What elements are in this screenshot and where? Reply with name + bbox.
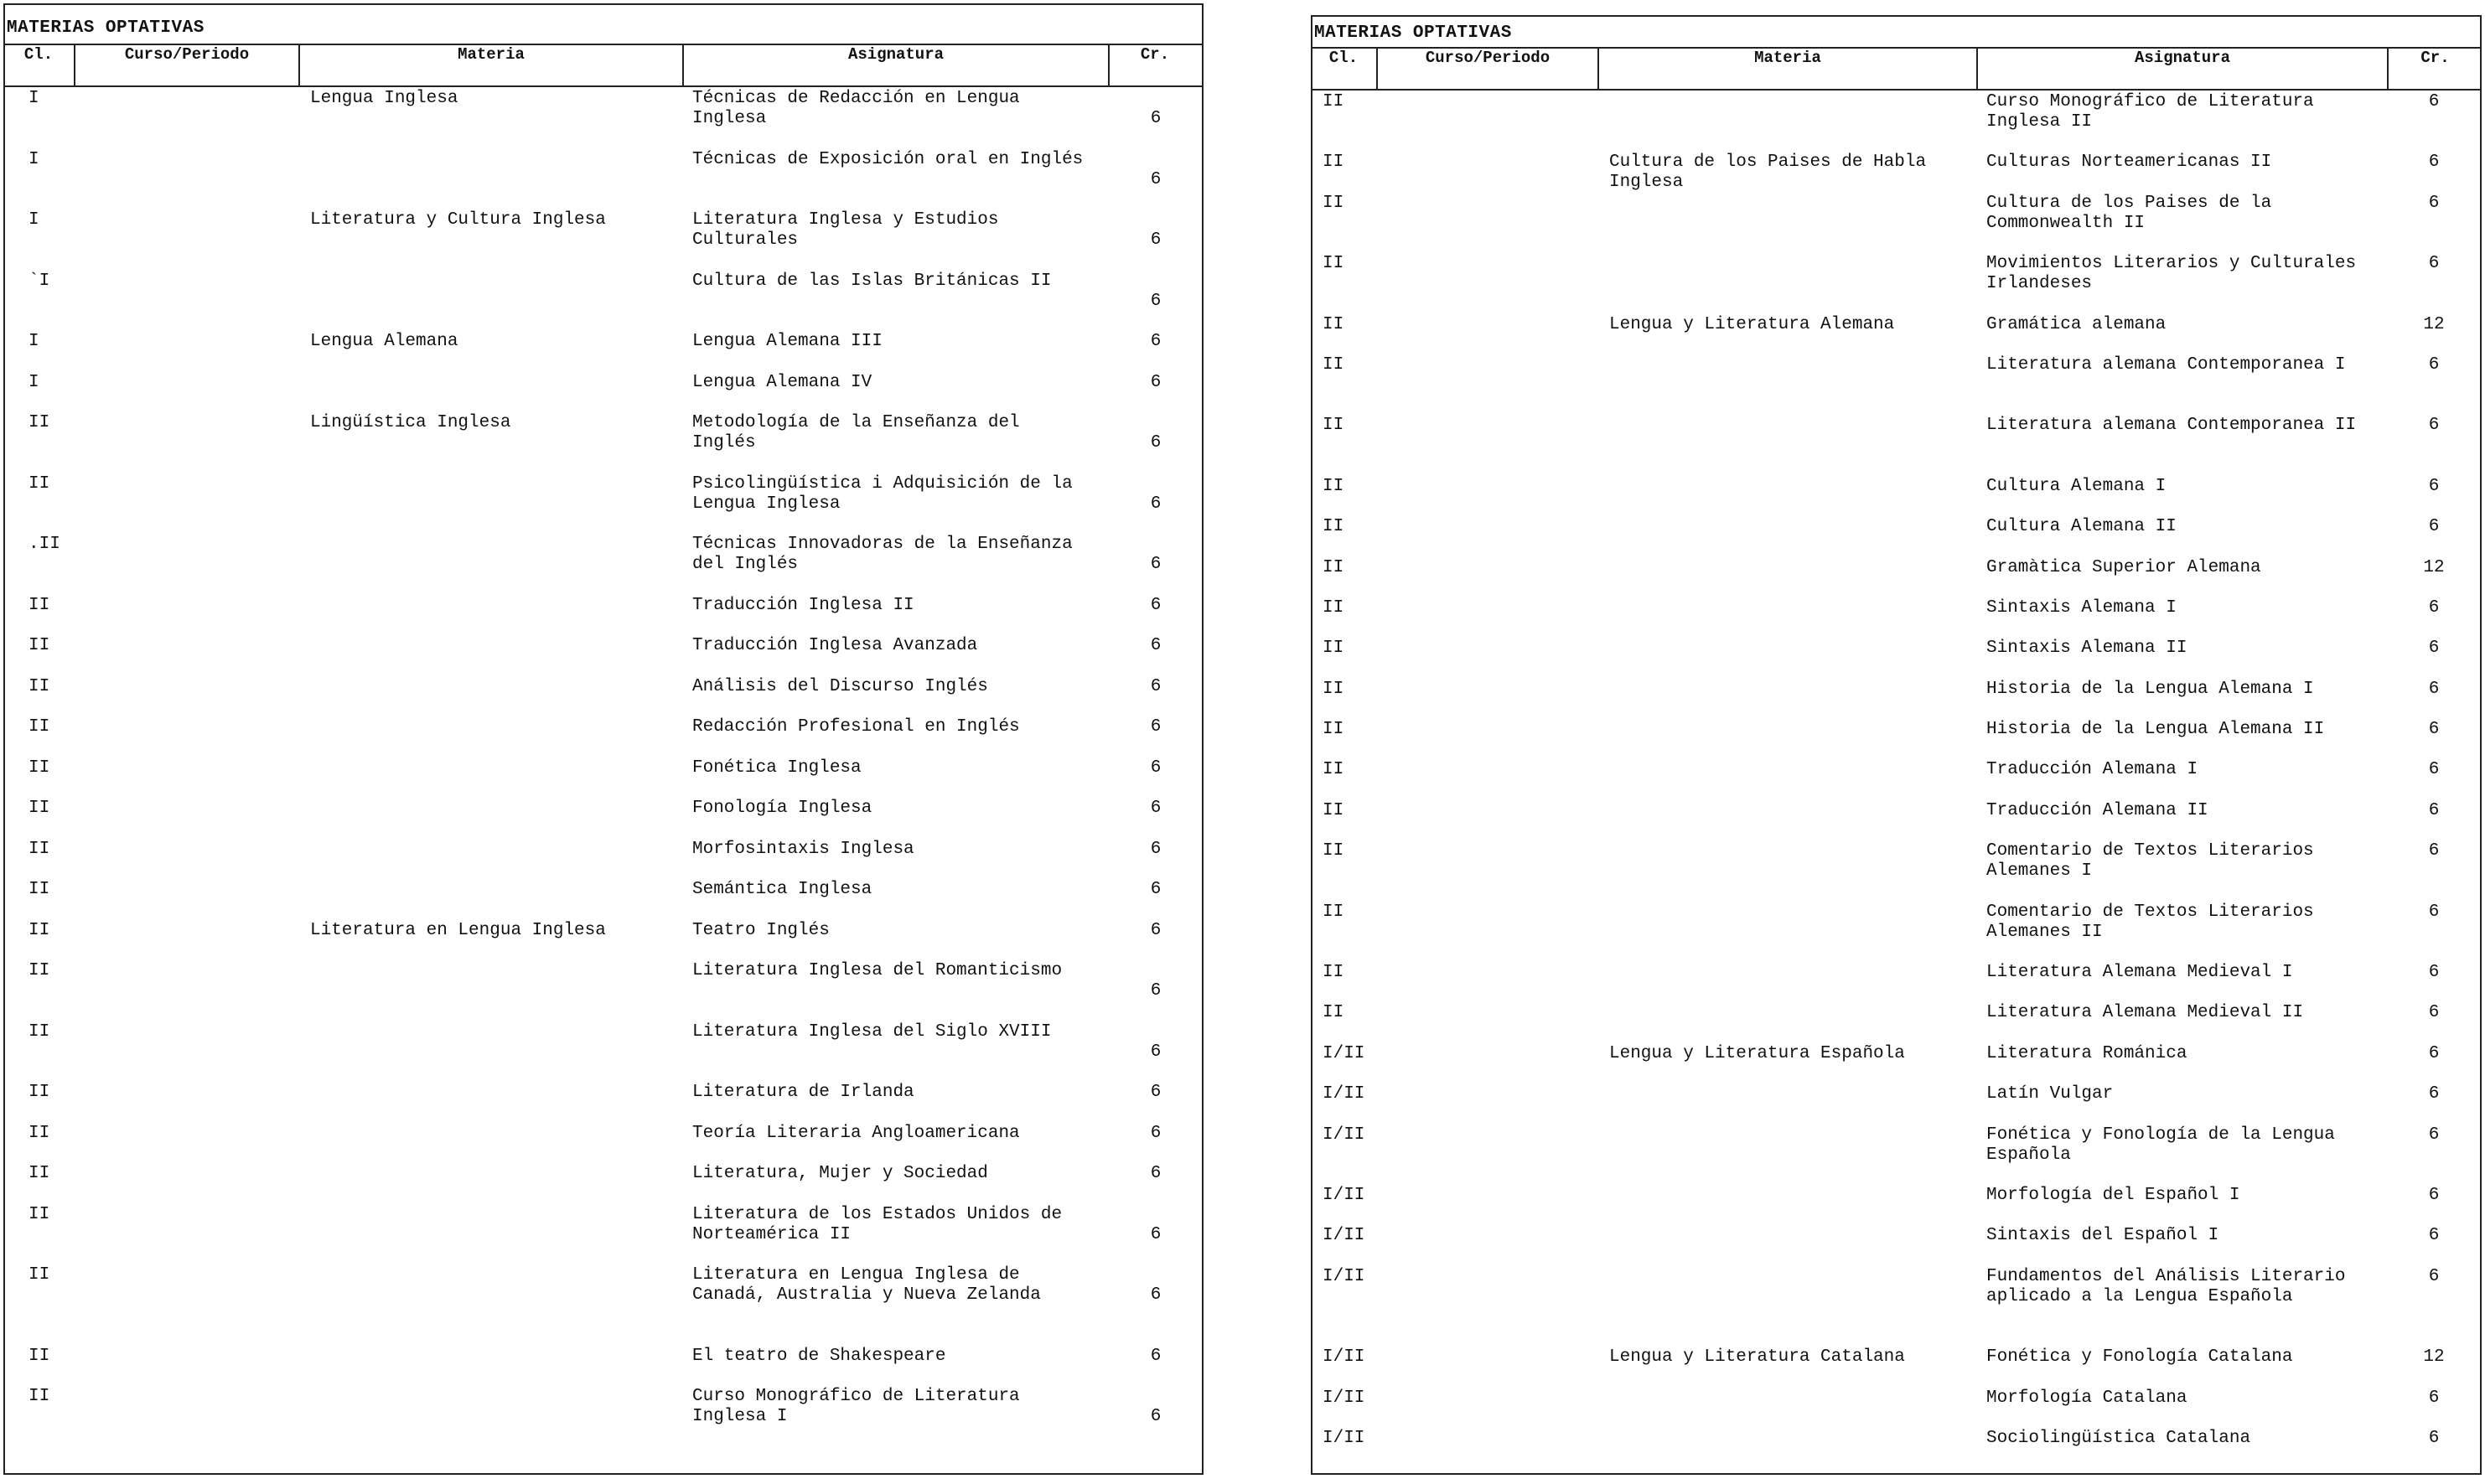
table-row — [1311, 254, 2482, 314]
right-table-header — [1311, 47, 2482, 90]
cell-materia: Lengua y Literatura Catalana — [1609, 1347, 1905, 1368]
cell-cl: II — [28, 1083, 50, 1102]
cell-asignatura: Morfología del Español I — [1986, 1185, 2240, 1205]
table-row — [3, 89, 1204, 150]
cell-asignatura: Morfosintaxis Inglesa — [692, 839, 914, 859]
cell-asignatura: Literatura en Lengua Inglesa de Canadá, Australia y Nueva Zelanda — [692, 1265, 1041, 1305]
cell-asignatura: Movimientos Literarios y Culturales Irlandeses — [1986, 254, 2357, 294]
table-row — [3, 535, 1204, 596]
cell-cl: II — [28, 473, 50, 494]
cell-cr: 6 — [1150, 981, 1162, 1001]
header-materia: Materia — [300, 45, 684, 85]
cell-cl: I/II — [1323, 1347, 1365, 1368]
cell-cr: 6 — [1150, 291, 1162, 311]
cell-asignatura: Análisis del Discurso Inglés — [692, 676, 988, 696]
cell-cr: 6 — [1150, 758, 1162, 778]
cell-materia: Literatura y Cultura Inglesa — [310, 210, 606, 230]
cell-cl: I/II — [1323, 1428, 1365, 1448]
table-row — [3, 413, 1204, 474]
cell-cl: II — [1323, 841, 1344, 861]
cell-materia: Literatura en Lengua Inglesa — [310, 920, 606, 940]
table-row — [1311, 477, 2482, 517]
cell-cl: I/II — [1323, 1125, 1365, 1145]
cell-cl: II — [28, 1265, 50, 1285]
cell-asignatura: Sintaxis del Español I — [1986, 1226, 2219, 1246]
cell-cl: I/II — [1323, 1043, 1365, 1063]
cell-cr: 6 — [2428, 476, 2440, 496]
cell-asignatura: Lengua Alemana III — [692, 332, 883, 351]
cell-materia: Lengua y Literatura Alemana — [1609, 314, 1895, 334]
cell-cr: 6 — [2428, 841, 2440, 861]
cell-cr: 6 — [1150, 676, 1162, 696]
cell-asignatura: Psicolingüística i Adquisición de la Lengua Inglesa — [692, 473, 1073, 514]
header-curso: Curso/Periodo — [75, 45, 300, 85]
table-row — [1311, 801, 2482, 841]
cell-cr: 6 — [2428, 1043, 2440, 1063]
table-row — [1311, 841, 2482, 902]
cell-asignatura: Historia de la Lengua Alemana II — [1986, 720, 2325, 740]
cell-asignatura: Teatro Inglés — [692, 920, 830, 940]
header-cr: Cr. — [2420, 49, 2450, 67]
table-row — [3, 1265, 1204, 1347]
cell-cr: 6 — [1150, 230, 1162, 250]
cell-cl: II — [1323, 416, 1344, 436]
cell-cl: II — [28, 413, 50, 432]
cell-cl: I/II — [1323, 1266, 1365, 1286]
cell-cl: II — [1323, 314, 1344, 334]
cell-asignatura: Sintaxis Alemana I — [1986, 597, 2177, 618]
right-table-body — [1311, 92, 2482, 1469]
table-row — [3, 596, 1204, 637]
cell-asignatura: Culturas Norteamericanas II — [1986, 153, 2272, 173]
cell-cr: 6 — [1150, 1083, 1162, 1102]
header-cr: Cr. — [1140, 45, 1170, 64]
cell-asignatura: Comentario de Textos Literarios Alemanes I — [1986, 841, 2314, 882]
cell-asignatura: Fonética y Fonología Catalana — [1986, 1347, 2293, 1368]
cell-cl: II — [28, 1346, 50, 1366]
cell-cr: 6 — [2428, 1084, 2440, 1104]
cell-asignatura: Teoría Literaria Angloamericana — [692, 1123, 1020, 1143]
cell-cl: II — [1323, 92, 1344, 111]
cell-asignatura: Fonética Inglesa — [692, 758, 862, 778]
cell-cr: 6 — [2428, 1388, 2440, 1408]
cell-cr: 6 — [2428, 92, 2440, 111]
table-row — [1311, 92, 2482, 153]
table-row — [1311, 1388, 2482, 1429]
table-row — [1311, 1084, 2482, 1125]
cell-asignatura: Fonética y Fonología de la Lengua Española — [1986, 1125, 2335, 1165]
table-row — [1311, 1429, 2482, 1469]
cell-asignatura: Literatura Inglesa y Estudios Culturales — [692, 210, 999, 250]
cell-asignatura: Técnicas de Exposición oral en Inglés — [692, 149, 1084, 169]
cell-materia: Lingüística Inglesa — [310, 413, 511, 432]
table-row — [3, 1164, 1204, 1205]
cell-materia: Lengua y Literatura Española — [1609, 1043, 1905, 1063]
table-row — [1311, 558, 2482, 598]
cell-cr: 6 — [2428, 1185, 2440, 1205]
cell-cr: 6 — [1150, 1164, 1162, 1183]
table-row — [3, 799, 1204, 840]
cell-cl: II — [1323, 193, 1344, 213]
cell-asignatura: Morfología Catalana — [1986, 1388, 2187, 1408]
cell-asignatura: Traducción Inglesa Avanzada — [692, 636, 978, 655]
cell-asignatura: Fonología Inglesa — [692, 799, 872, 818]
cell-cr: 6 — [1150, 839, 1162, 859]
table-row — [3, 677, 1204, 718]
cell-cl: II — [1323, 153, 1344, 173]
cell-asignatura: Literatura alemana Contemporanea II — [1986, 416, 2357, 436]
left-table-header — [3, 44, 1204, 87]
cell-asignatura: Técnicas de Redacción en Lengua Inglesa — [692, 89, 1020, 128]
cell-cl: I — [28, 210, 39, 230]
cell-cr: 6 — [1150, 1224, 1162, 1244]
header-cl: Cl. — [1311, 49, 1378, 89]
table-row — [3, 271, 1204, 333]
cell-cl: II — [28, 1387, 50, 1406]
header-asignatura: Asignatura — [684, 45, 1110, 85]
cell-asignatura: Traducción Inglesa II — [692, 595, 914, 615]
cell-cr: 6 — [2428, 354, 2440, 375]
table-row — [1311, 1347, 2482, 1388]
cell-cr: 6 — [2428, 254, 2440, 274]
cell-cr: 6 — [1150, 372, 1162, 392]
cell-cr: 6 — [2428, 800, 2440, 820]
cell-cl: II — [1323, 354, 1344, 375]
cell-cl: II — [1323, 476, 1344, 496]
cell-asignatura: Comentario de Textos Literarios Alemanes II — [1986, 902, 2314, 942]
cell-cl: I — [28, 332, 39, 351]
right-table-panel — [1307, 0, 2485, 1475]
cell-asignatura: Literatura, Mujer y Sociedad — [692, 1164, 988, 1183]
cell-asignatura: Cultura de los Paises de la Commonwealth II — [1986, 193, 2272, 233]
cell-cr: 6 — [1150, 1285, 1162, 1305]
cell-cl: .II — [28, 535, 60, 554]
table-row — [1311, 1044, 2482, 1084]
table-row — [3, 1124, 1204, 1165]
table-row — [1311, 315, 2482, 355]
cell-cl: II — [1323, 679, 1344, 699]
cell-asignatura: Curso Monográfico de Literatura Inglesa II — [1986, 92, 2314, 132]
cell-cl: I/II — [1323, 1185, 1365, 1205]
table-row — [1311, 517, 2482, 557]
header-curso: Curso/Periodo — [1378, 49, 1599, 89]
cell-asignatura: Sintaxis Alemana II — [1986, 639, 2187, 659]
table-row — [3, 1205, 1204, 1266]
cell-cl: `I — [28, 271, 50, 291]
cell-cr: 6 — [1150, 595, 1162, 615]
cell-cr: 6 — [1150, 169, 1162, 189]
cell-cl: II — [1323, 639, 1344, 659]
table-row — [3, 474, 1204, 535]
cell-asignatura: Literatura Inglesa del Siglo XVIII — [692, 1021, 1052, 1042]
cell-asignatura: Cultura de las Islas Británicas II — [692, 271, 1052, 291]
cell-cr: 6 — [2428, 902, 2440, 922]
cell-cl: II — [28, 1204, 50, 1224]
cell-asignatura: El teatro de Shakespeare — [692, 1346, 946, 1366]
cell-cr: 6 — [2428, 193, 2440, 213]
table-row — [1311, 760, 2482, 800]
cell-asignatura: Metodología de la Enseñanza del Inglés — [692, 413, 1020, 452]
table-row — [1311, 680, 2482, 720]
cell-cl: II — [1323, 720, 1344, 740]
table-row — [3, 636, 1204, 677]
cell-cr: 6 — [1150, 717, 1162, 737]
cell-asignatura: Literatura Alemana Medieval II — [1986, 1003, 2304, 1023]
cell-cr: 6 — [2428, 517, 2440, 537]
cell-cl: II — [1323, 902, 1344, 922]
table-row — [1311, 1125, 2482, 1186]
table-row — [1311, 1003, 2482, 1043]
cell-cr: 6 — [2428, 416, 2440, 436]
table-row — [1311, 598, 2482, 639]
right-table-title: MATERIAS OPTATIVAS — [1314, 23, 1512, 43]
cell-asignatura: Traducción Alemana II — [1986, 800, 2208, 820]
cell-cl: I/II — [1323, 1226, 1365, 1246]
cell-cr: 6 — [1150, 1407, 1162, 1426]
cell-materia: Lengua Alemana — [310, 332, 458, 351]
cell-asignatura: Gramática alemana — [1986, 314, 2167, 334]
cell-cl: II — [28, 758, 50, 778]
cell-cl: II — [1323, 963, 1344, 983]
cell-asignatura: Cultura Alemana II — [1986, 517, 2177, 537]
cell-asignatura: Traducción Alemana I — [1986, 760, 2198, 780]
cell-cr: 6 — [2428, 597, 2440, 618]
table-row — [1311, 153, 2482, 193]
cell-cl: II — [28, 839, 50, 859]
table-row — [3, 840, 1204, 881]
cell-cr: 12 — [2423, 557, 2445, 577]
table-row — [3, 1387, 1204, 1448]
table-row — [1311, 963, 2482, 1003]
cell-cl: II — [28, 1123, 50, 1143]
cell-cr: 6 — [2428, 639, 2440, 659]
table-row — [1311, 1267, 2482, 1347]
left-table-body — [3, 89, 1204, 1448]
table-row — [3, 717, 1204, 758]
cell-cl: II — [1323, 254, 1344, 274]
cell-asignatura: Literatura Inglesa del Romanticismo — [692, 961, 1063, 980]
cell-cl: II — [28, 676, 50, 696]
cell-cl: II — [28, 1021, 50, 1042]
cell-cr: 6 — [1150, 109, 1162, 128]
table-row — [3, 210, 1204, 271]
cell-cr: 6 — [1150, 433, 1162, 452]
cell-cr: 6 — [2428, 679, 2440, 699]
cell-cr: 6 — [2428, 1428, 2440, 1448]
header-cl: Cl. — [3, 45, 75, 85]
cell-cl: II — [28, 880, 50, 899]
cell-cr: 6 — [1150, 1123, 1162, 1143]
cell-cr: 12 — [2423, 314, 2445, 334]
table-row — [1311, 902, 2482, 963]
table-row — [1311, 194, 2482, 254]
cell-asignatura: Literatura Románica — [1986, 1043, 2187, 1063]
table-row — [3, 332, 1204, 373]
cell-asignatura: Literatura alemana Contemporanea I — [1986, 354, 2346, 375]
cell-cl: I — [28, 149, 39, 169]
header-asignatura: Asignatura — [1978, 49, 2389, 89]
cell-cl: II — [1323, 517, 1344, 537]
cell-cl: II — [1323, 1003, 1344, 1023]
cell-cl: II — [1323, 760, 1344, 780]
cell-asignatura: Literatura Alemana Medieval I — [1986, 963, 2293, 983]
cell-asignatura: Literatura de Irlanda — [692, 1083, 914, 1102]
table-row — [1311, 355, 2482, 416]
left-table-title: MATERIAS OPTATIVAS — [7, 18, 204, 38]
cell-asignatura: Técnicas Innovadoras de la Enseñanza del Inglés — [692, 535, 1073, 574]
table-row — [3, 1347, 1204, 1388]
table-row — [3, 1022, 1204, 1083]
cell-cl: I/II — [1323, 1388, 1365, 1408]
cell-cr: 6 — [1150, 494, 1162, 514]
cell-cr: 6 — [1150, 1042, 1162, 1062]
cell-materia: Cultura de los Paises de Habla Inglesa — [1609, 153, 1927, 193]
cell-cr: 6 — [1150, 636, 1162, 655]
table-row — [3, 921, 1204, 962]
table-row — [3, 150, 1204, 211]
cell-asignatura: Historia de la Lengua Alemana I — [1986, 679, 2314, 699]
cell-cr: 6 — [2428, 720, 2440, 740]
cell-asignatura: Curso Monográfico de Literatura Inglesa I — [692, 1387, 1020, 1426]
cell-cr: 6 — [1150, 880, 1162, 899]
cell-asignatura: Fundamentos del Análisis Literario aplicado a la Lengua Española — [1986, 1266, 2346, 1306]
cell-asignatura: Literatura de los Estados Unidos de Norteamérica II — [692, 1204, 1063, 1244]
table-row — [1311, 1186, 2482, 1226]
cell-cr: 6 — [2428, 1266, 2440, 1286]
cell-asignatura: Redacción Profesional en Inglés — [692, 717, 1020, 737]
left-table-panel — [0, 0, 1207, 1475]
cell-cl: II — [28, 636, 50, 655]
cell-cl: II — [1323, 557, 1344, 577]
cell-cl: II — [28, 1164, 50, 1183]
cell-cl: II — [28, 799, 50, 818]
cell-cr: 6 — [2428, 760, 2440, 780]
table-row — [3, 1083, 1204, 1124]
cell-asignatura: Sociolingüística Catalana — [1986, 1428, 2251, 1448]
table-row — [1311, 720, 2482, 760]
cell-cl: II — [28, 595, 50, 615]
cell-cr: 6 — [1150, 1346, 1162, 1366]
cell-cr: 6 — [1150, 332, 1162, 351]
table-row — [1311, 416, 2482, 476]
cell-materia: Lengua Inglesa — [310, 89, 458, 108]
cell-cl: II — [28, 920, 50, 940]
cell-asignatura: Semántica Inglesa — [692, 880, 872, 899]
cell-cl: I — [28, 89, 39, 108]
cell-cr: 6 — [2428, 1125, 2440, 1145]
cell-cr: 12 — [2423, 1347, 2445, 1368]
cell-cr: 6 — [1150, 920, 1162, 940]
cell-cl: I — [28, 372, 39, 392]
cell-cr: 6 — [2428, 963, 2440, 983]
cell-cr: 6 — [2428, 1003, 2440, 1023]
table-row — [3, 880, 1204, 921]
table-row — [3, 373, 1204, 414]
cell-asignatura: Gramàtica Superior Alemana — [1986, 557, 2261, 577]
cell-cl: II — [28, 961, 50, 980]
cell-cr: 6 — [1150, 799, 1162, 818]
cell-cr: 6 — [1150, 555, 1162, 574]
cell-cl: II — [28, 717, 50, 737]
cell-cr: 6 — [2428, 1226, 2440, 1246]
table-row — [3, 961, 1204, 1022]
table-row — [1311, 639, 2482, 679]
header-materia: Materia — [1599, 49, 1978, 89]
table-row — [1311, 1226, 2482, 1266]
cell-cl: II — [1323, 800, 1344, 820]
cell-cr: 6 — [2428, 153, 2440, 173]
cell-asignatura: Latín Vulgar — [1986, 1084, 2114, 1104]
cell-asignatura: Lengua Alemana IV — [692, 372, 872, 392]
cell-cl: I/II — [1323, 1084, 1365, 1104]
table-row — [3, 758, 1204, 799]
cell-asignatura: Cultura Alemana I — [1986, 476, 2167, 496]
cell-cl: II — [1323, 597, 1344, 618]
